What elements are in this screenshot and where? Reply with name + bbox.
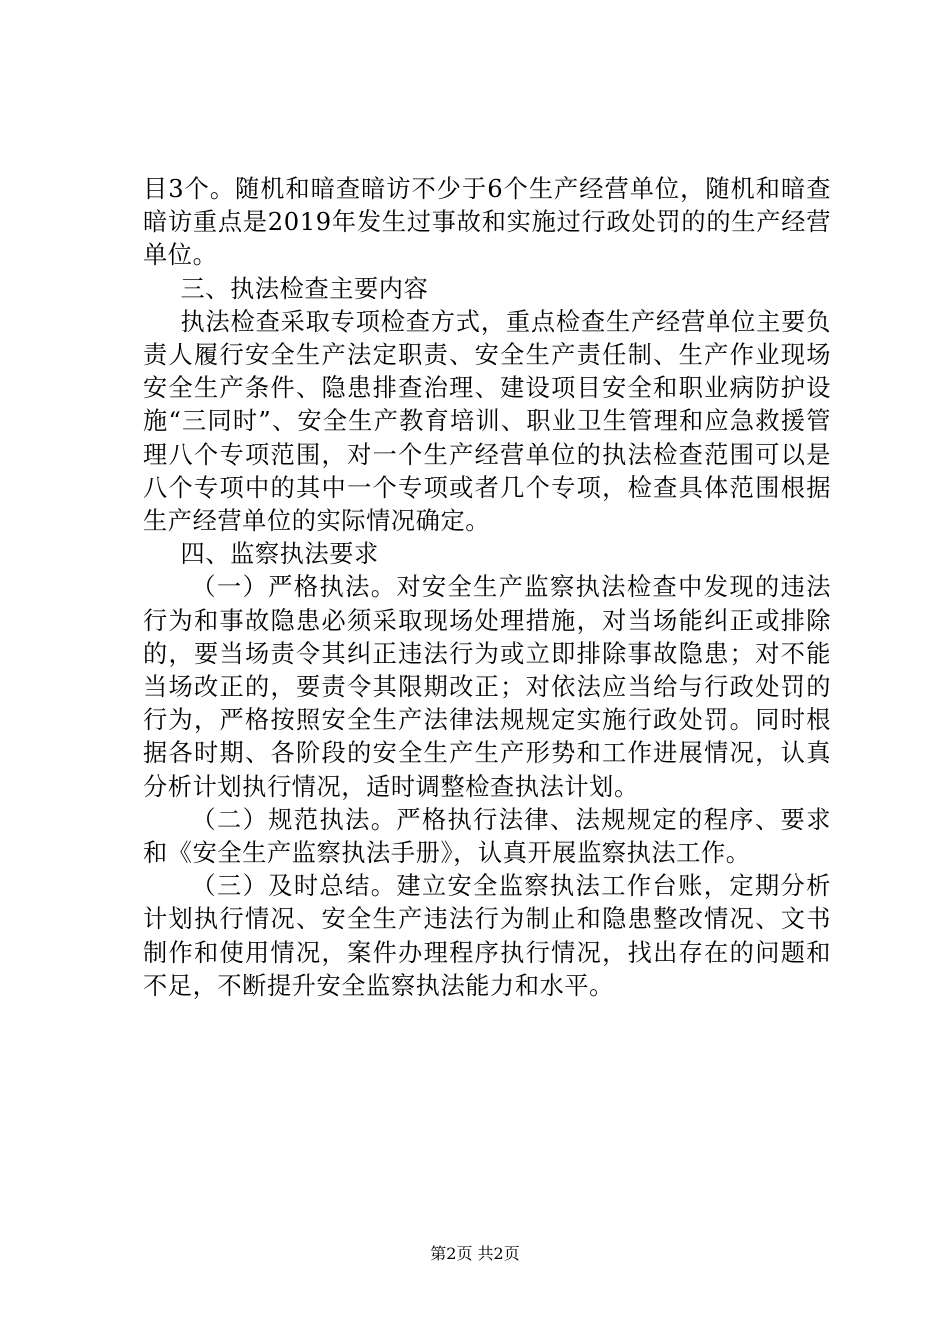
document-body [143, 173, 831, 1003]
paragraph-timely-summary: （三）及时总结。建立安全监察执法工作台账，定期分析计划执行情况、安全生产违法行为制止和隐患整改情况、文书制作和使用情况，案件办理程序执行情况，找出存在的问题和不足，不断提升安全监察执法能力和水平。 [143, 872, 831, 1000]
paragraph-inspection-content: 执法检查采取专项检查方式，重点检查生产经营单位主要负责人履行安全生产法定职责、安全生产责任制、生产作业现场安全生产条件、隐患排查治理、建设项目安全和职业病防护设施“三同时”、安全生产教育培训、职业卫生管理和应急救援管理八个专项范围，对一个生产经营单位的执法检查范围可以是八个专项中的其中一个专项或者几个专项，检查具体范围根据生产经营单位的实际情况确定。 [143, 307, 831, 536]
page-footer: 第2页 共2页 [430, 1244, 520, 1263]
paragraph-standard-enforcement: （二）规范执法。严格执行法律、法规规定的程序、要求和《安全生产监察执法手册》，认真开展监察执法工作。 [143, 805, 831, 868]
section-heading-4: 四、监察执法要求 [180, 540, 379, 569]
section-heading-3: 三、执法检查主要内容 [180, 274, 429, 303]
paragraph-strict-enforcement: （一）严格执法。对安全生产监察执法检查中发现的违法行为和事故隐患必须采取现场处理措施，对当场能纠正或排除的，要当场责令其纠正违法行为或立即排除事故隐患；对不能当场改正的，要责令其限期改正；对依法应当给与行政处罚的行为，严格按照安全生产法律法规规定实施行政处罚。同时根据各时期、各阶段的安全生产生产形势和工作进展情况，认真分析计划执行情况，适时调整检查执法计划。 [143, 573, 831, 801]
paragraph-continuation: 目3个。随机和暗查暗访不少于6个生产经营单位，随机和暗查暗访重点是2019年发生过事故和实施过行政处罚的的生产经营单位。 [143, 175, 831, 270]
